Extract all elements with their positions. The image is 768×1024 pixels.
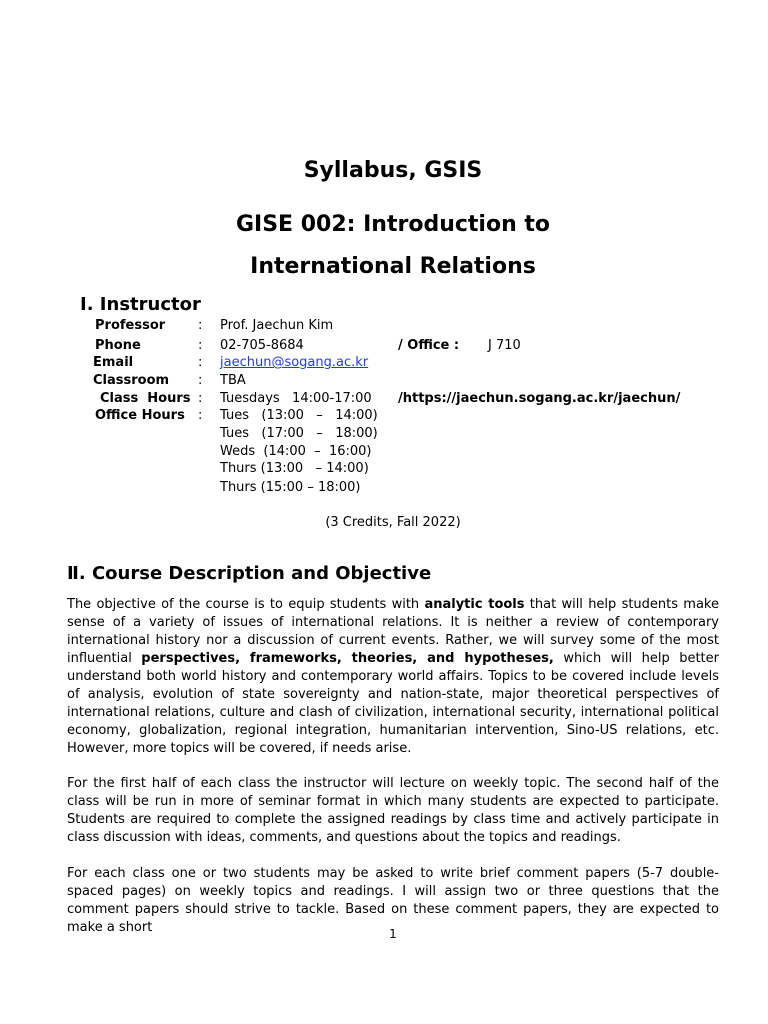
- course-title-line1: GISE 002: Introduction to: [235, 212, 551, 237]
- website-text: /https://jaechun.sogang.ac.kr/jaechun/: [398, 391, 681, 406]
- colon: :: [198, 355, 203, 370]
- colon: :: [198, 408, 203, 423]
- course-description-heading: Ⅱ. Course Description and Objective: [67, 563, 432, 584]
- office-hours-item: Thurs (15:00 – 18:00): [220, 480, 361, 495]
- course-paragraph-2: For the first half of each class the instructor will lecture on weekly topic. The second half of the class will be run in more of seminar format in which many students are expected to participate. Students are required to complete the assigned readings by class time and actively participate in class discussion with ideas, comments, and questions about the topics and readings.: [67, 776, 719, 845]
- classroom-label: Classroom: [93, 373, 170, 388]
- office-hours-item: Weds (14:00 – 16:00): [220, 444, 372, 459]
- page-number: 1: [389, 927, 397, 941]
- course-paragraph-1: The objective of the course is to equip students with analytic tools that will help students make sense of a variety of issues of international relations. It is neither a review of contemporary international history nor a discussion of current events. Rather, we will survey some of the most influential perspectives, frameworks, theories, and hypotheses, which will help better understand both world history and contemporary world affairs. Topics to be covered include levels of analysis, evolution of state sovereignty and nation-state, major theoretical perspectives of international relations, culture and clash of civilization, international security, international political economy, globalization, regional integration, humanitarian intervention, Sino-US relations, etc. However, more topics will be covered, if needs arise.: [67, 597, 719, 756]
- classroom-value: TBA: [220, 373, 246, 388]
- course-title-line2: International Relations: [250, 254, 536, 279]
- professor-value: Prof. Jaechun Kim: [220, 318, 334, 333]
- colon: :: [198, 338, 203, 353]
- office-hours-item: Thurs (13:00 – 14:00): [220, 461, 369, 476]
- phone-value: 02-705-8684: [220, 338, 304, 353]
- email-label: Email: [93, 355, 134, 370]
- office-hours-item: Tues (13:00 – 14:00): [220, 408, 378, 423]
- credits-note: (3 Credits, Fall 2022): [325, 515, 461, 530]
- class-hours-value: Tuesdays 14:00-17:00: [220, 391, 372, 406]
- course-paragraph-3: For each class one or two students may be asked to write brief comment papers (5-7 double-spaced pages) on weekly topics and readings. I will assign two or three questions that the comment papers should strive to tackle. Based on these comment papers, they are expected to make a short: [67, 866, 719, 935]
- document-title: Syllabus, GSIS: [303, 158, 483, 183]
- office-hours-label: Office Hours: [95, 408, 185, 423]
- office-label: / Office :: [398, 338, 460, 353]
- office-value: J 710: [488, 338, 521, 353]
- colon: :: [198, 373, 203, 388]
- email-link[interactable]: jaechun@sogang.ac.kr: [220, 355, 369, 370]
- class-hours-label: Class Hours: [100, 391, 191, 406]
- instructor-heading: Ⅰ. Instructor: [80, 294, 201, 315]
- phone-label: Phone: [95, 338, 141, 353]
- professor-label: Professor: [95, 318, 166, 333]
- colon: :: [198, 318, 203, 333]
- office-hours-item: Tues (17:00 – 18:00): [220, 426, 378, 441]
- colon: :: [198, 391, 203, 406]
